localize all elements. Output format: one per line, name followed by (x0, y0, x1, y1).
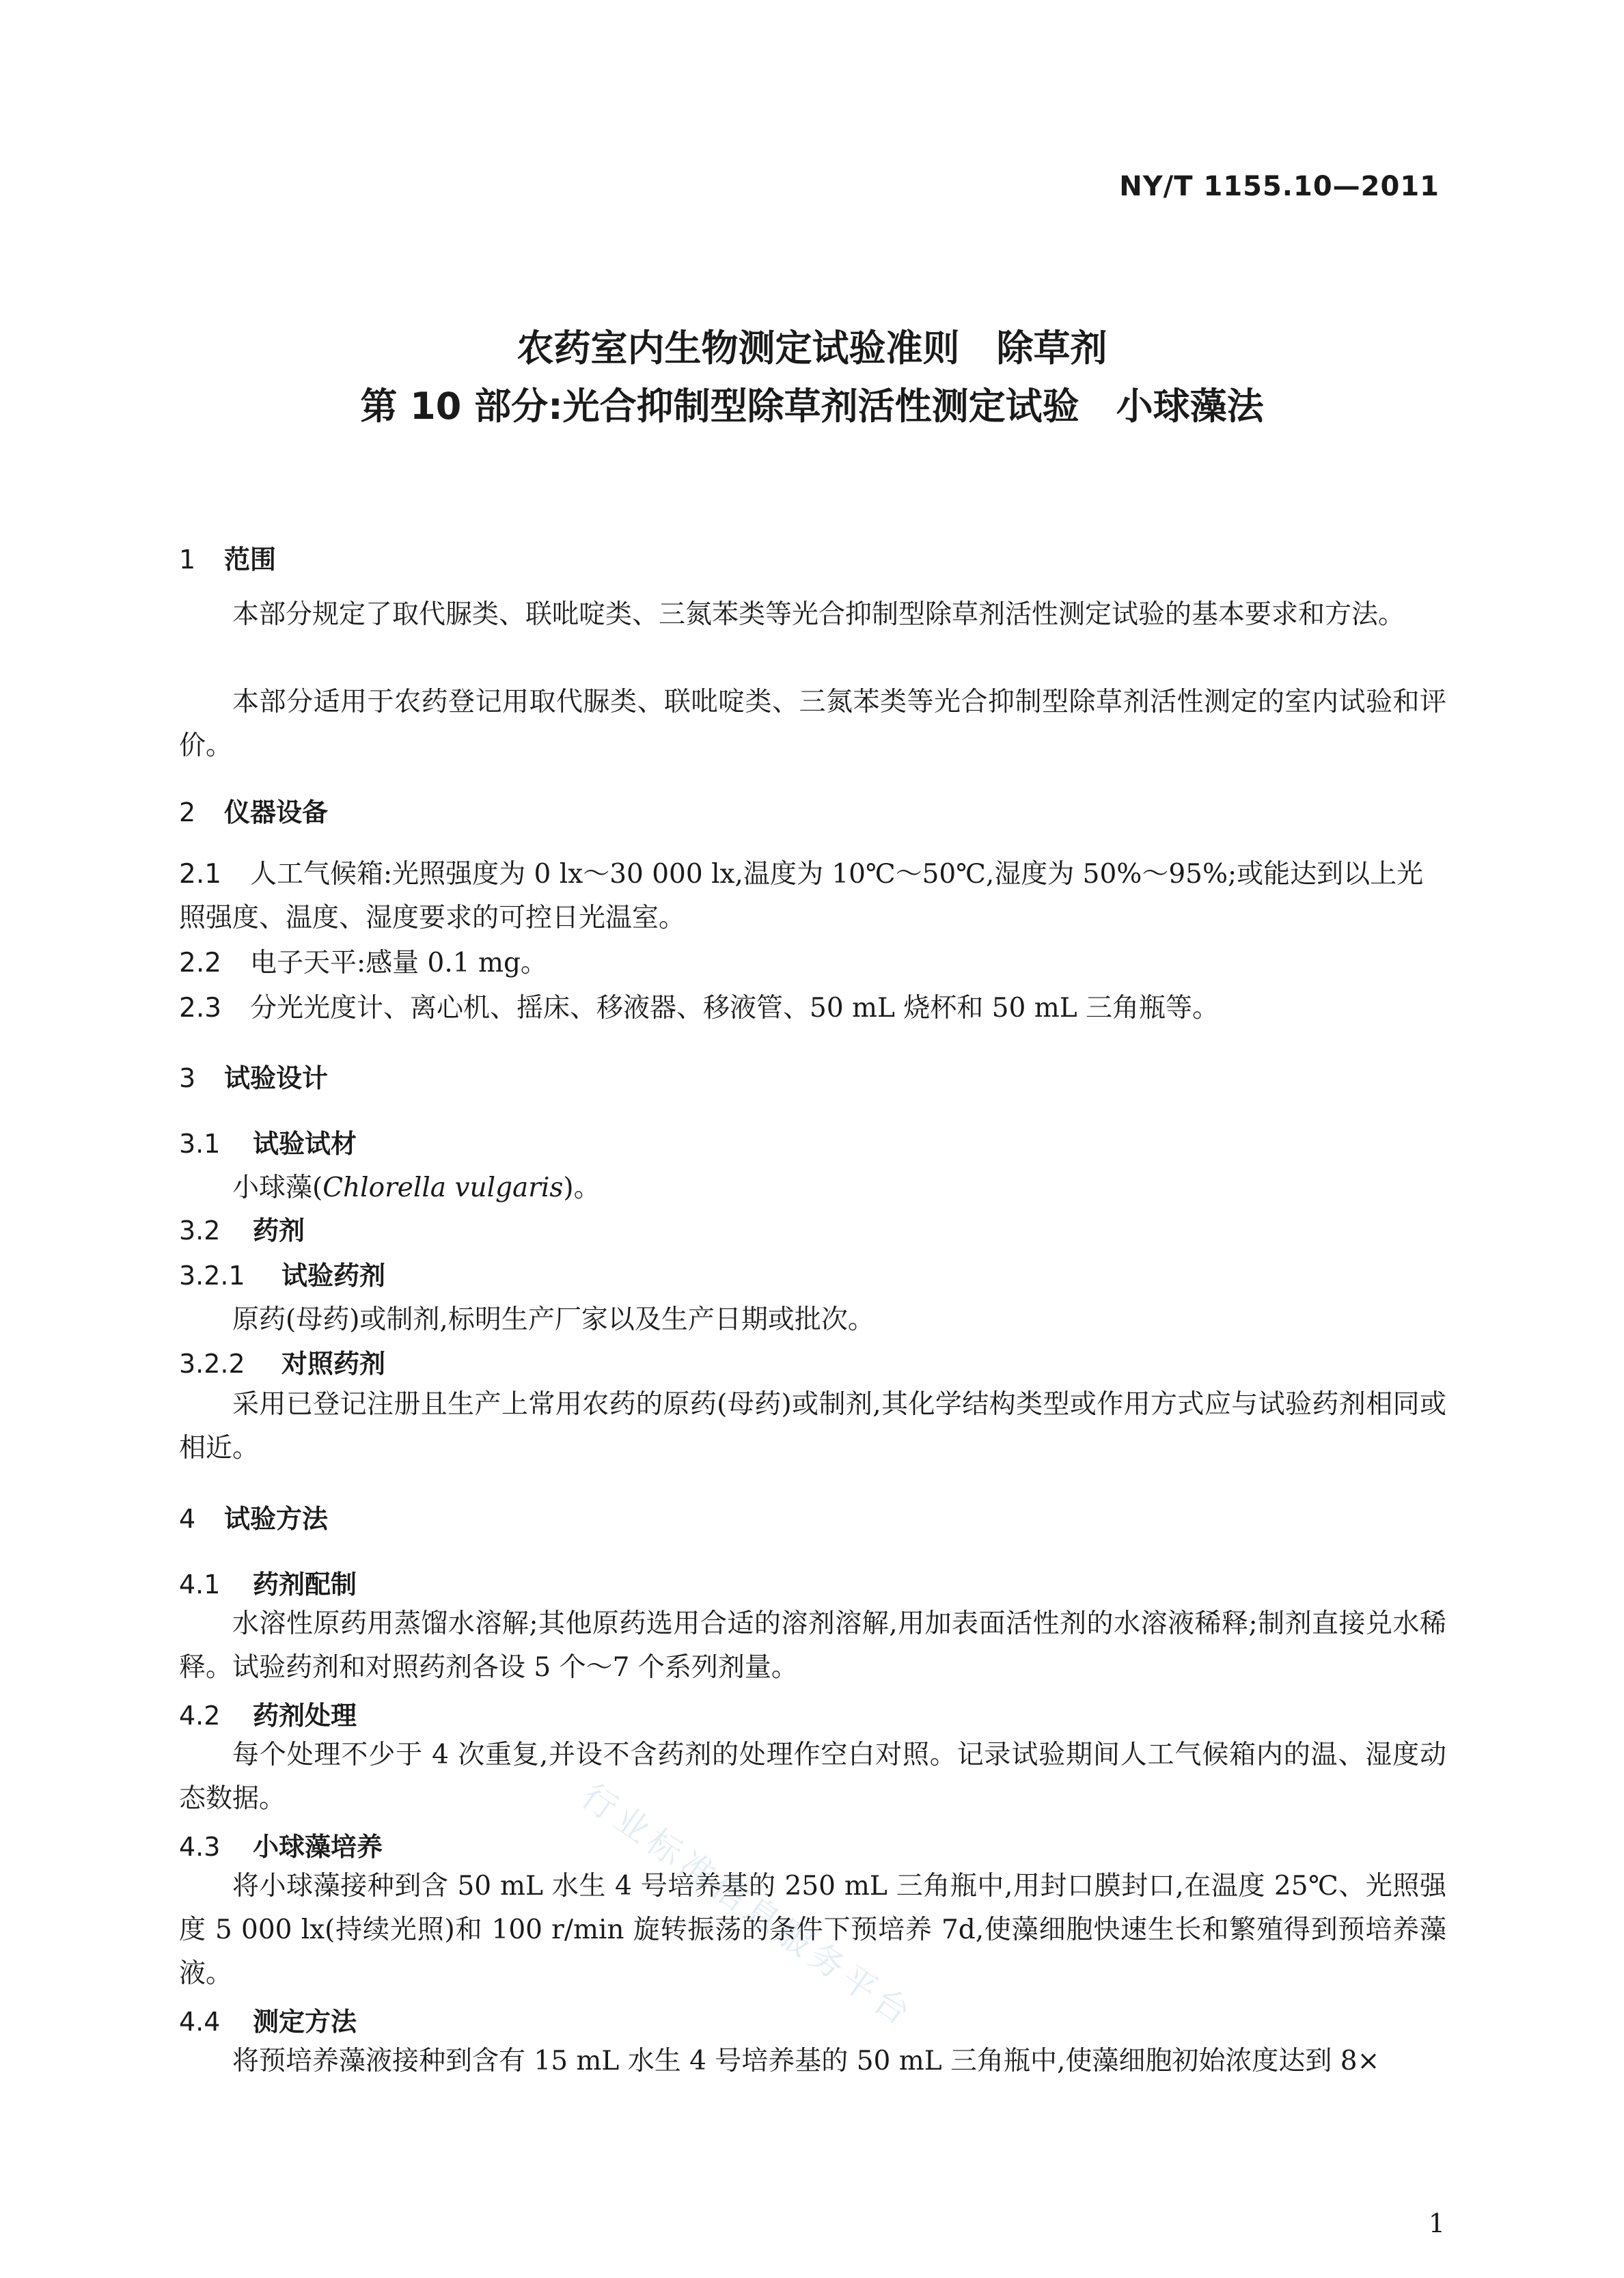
clause-3-2-heading (179, 1209, 305, 1247)
watermark: 行业标准信息服务平台 (574, 1776, 922, 2036)
clause-number: 4.3 (179, 1832, 221, 1862)
clause-title: 药剂处理 (253, 1701, 357, 1731)
section-number: 4 (179, 1504, 196, 1534)
standard-number: NY/T 1155.10—2011 (1119, 171, 1440, 202)
clause-3-2-2-heading (179, 1343, 385, 1380)
clause-number: 3.2 (179, 1216, 221, 1246)
clause-number: 4.2 (179, 1701, 221, 1731)
clause-number: 3.1 (179, 1129, 221, 1159)
clause-title: 药剂 (253, 1216, 305, 1246)
document-title-line1: 农药室内生物测定试验准则 除草剂 (517, 327, 1107, 370)
clause-3-2-1-text: 原药(母药)或制剂,标明生产厂家以及生产日期或批次。 (232, 1304, 875, 1335)
clause-4-4-text: 将预培养藻液接种到含有 15 mL 水生 4 号培养基的 50 mL 三角瓶中,使藻细胞初始浓度达到 8× (232, 2046, 1380, 2076)
section-4-heading (179, 1498, 328, 1535)
clause-number: 3.2.2 (179, 1349, 245, 1379)
section-1-paragraph-1: 本部分规定了取代脲类、联吡啶类、三氮苯类等光合抑制型除草剂活性测定试验的基本要求和方法。 (232, 599, 1405, 630)
clause-title: 对照药剂 (281, 1349, 386, 1379)
clause-4-3-heading (179, 1826, 383, 1863)
clause-2-3 (179, 987, 1446, 1030)
clause-number: 2.2 (179, 948, 222, 978)
section-title: 仪器设备 (224, 797, 329, 827)
clause-number: 4.4 (179, 2007, 221, 2037)
clause-4-3-text: 将小球藻接种到含 50 mL 水生 4 号培养基的 250 mL 三角瓶中,用封口膜封口,在温度 25℃、光照强度 5 000 lx(持续光照)和 100 r/min 旋转振荡的条件下预培养 7d,使藻细胞快速生长和繁殖得到预培养藻液。 (179, 1871, 1446, 1989)
clause-4-1-heading (179, 1563, 357, 1601)
section-number: 2 (179, 797, 196, 827)
section-title: 试验设计 (224, 1063, 329, 1093)
section-1-paragraph-2: 本部分适用于农药登记用取代脲类、联吡啶类、三氮苯类等光合抑制型除草剂活性测定的室内试验和评价。 (179, 687, 1446, 761)
clause-4-4-heading (179, 2001, 357, 2038)
clause-title: 试验药剂 (281, 1261, 386, 1291)
document-title-line2: 第 10 部分:光合抑制型除草剂活性测定试验 小球藻法 (360, 385, 1264, 428)
clause-text: 电子天平:感量 0.1 mg。 (250, 948, 547, 978)
clause-number: 2.1 (179, 859, 222, 890)
clause-4-2-text: 每个处理不少于 4 次重复,并设不含药剂的处理作空白对照。记录试验期间人工气候箱内的温、湿度动态数据。 (179, 1740, 1446, 1814)
section-3-heading (179, 1057, 328, 1095)
clause-text: 分光光度计、离心机、摇床、移液器、移液管、50 mL 烧杯和 50 mL 三角瓶等。 (250, 993, 1219, 1024)
clause-number: 2.3 (179, 993, 222, 1024)
section-number: 3 (179, 1063, 196, 1093)
clause-text: 人工气候箱:光照强度为 0 lx～30 000 lx,温度为 10℃～50℃,湿度为 50%～95%;或能达到以上光照强度、温度、湿度要求的可控日光温室。 (179, 859, 1424, 933)
latin-species-name: Chlorella vulgaris (322, 1172, 564, 1203)
clause-3-2-1-heading (179, 1254, 385, 1292)
clause-title: 小球藻培养 (253, 1832, 383, 1862)
section-title: 范围 (224, 545, 277, 575)
clause-3-2-2-text: 采用已登记注册且生产上常用农药的原药(母药)或制剂,其化学结构类型或作用方式应与试验药剂相同或相近。 (179, 1389, 1446, 1464)
clause-title: 试验试材 (253, 1129, 357, 1159)
clause-number: 4.1 (179, 1569, 221, 1600)
clause-4-1-text: 水溶性原药用蒸馏水溶解;其他原药选用合适的溶剂溶解,用加表面活性剂的水溶液稀释;制剂直接兑水稀释。试验药剂和对照药剂各设 5 个～7 个系列剂量。 (179, 1608, 1446, 1683)
clause-number: 3.2.1 (179, 1261, 245, 1291)
clause-title: 药剂配制 (253, 1569, 357, 1600)
clause-2-1 (179, 853, 1446, 940)
section-1-heading (179, 538, 276, 576)
section-title: 试验方法 (224, 1504, 329, 1534)
clause-2-2 (179, 942, 1446, 985)
section-2-heading (179, 791, 328, 829)
test-organism-line: 小球藻(Chlorella vulgaris)。 (232, 1172, 601, 1203)
clause-4-2-heading (179, 1694, 357, 1732)
clause-3-1-heading (179, 1123, 357, 1160)
clause-title: 测定方法 (253, 2007, 357, 2037)
page-number: 1 (1428, 2208, 1445, 2238)
section-number: 1 (179, 545, 196, 575)
